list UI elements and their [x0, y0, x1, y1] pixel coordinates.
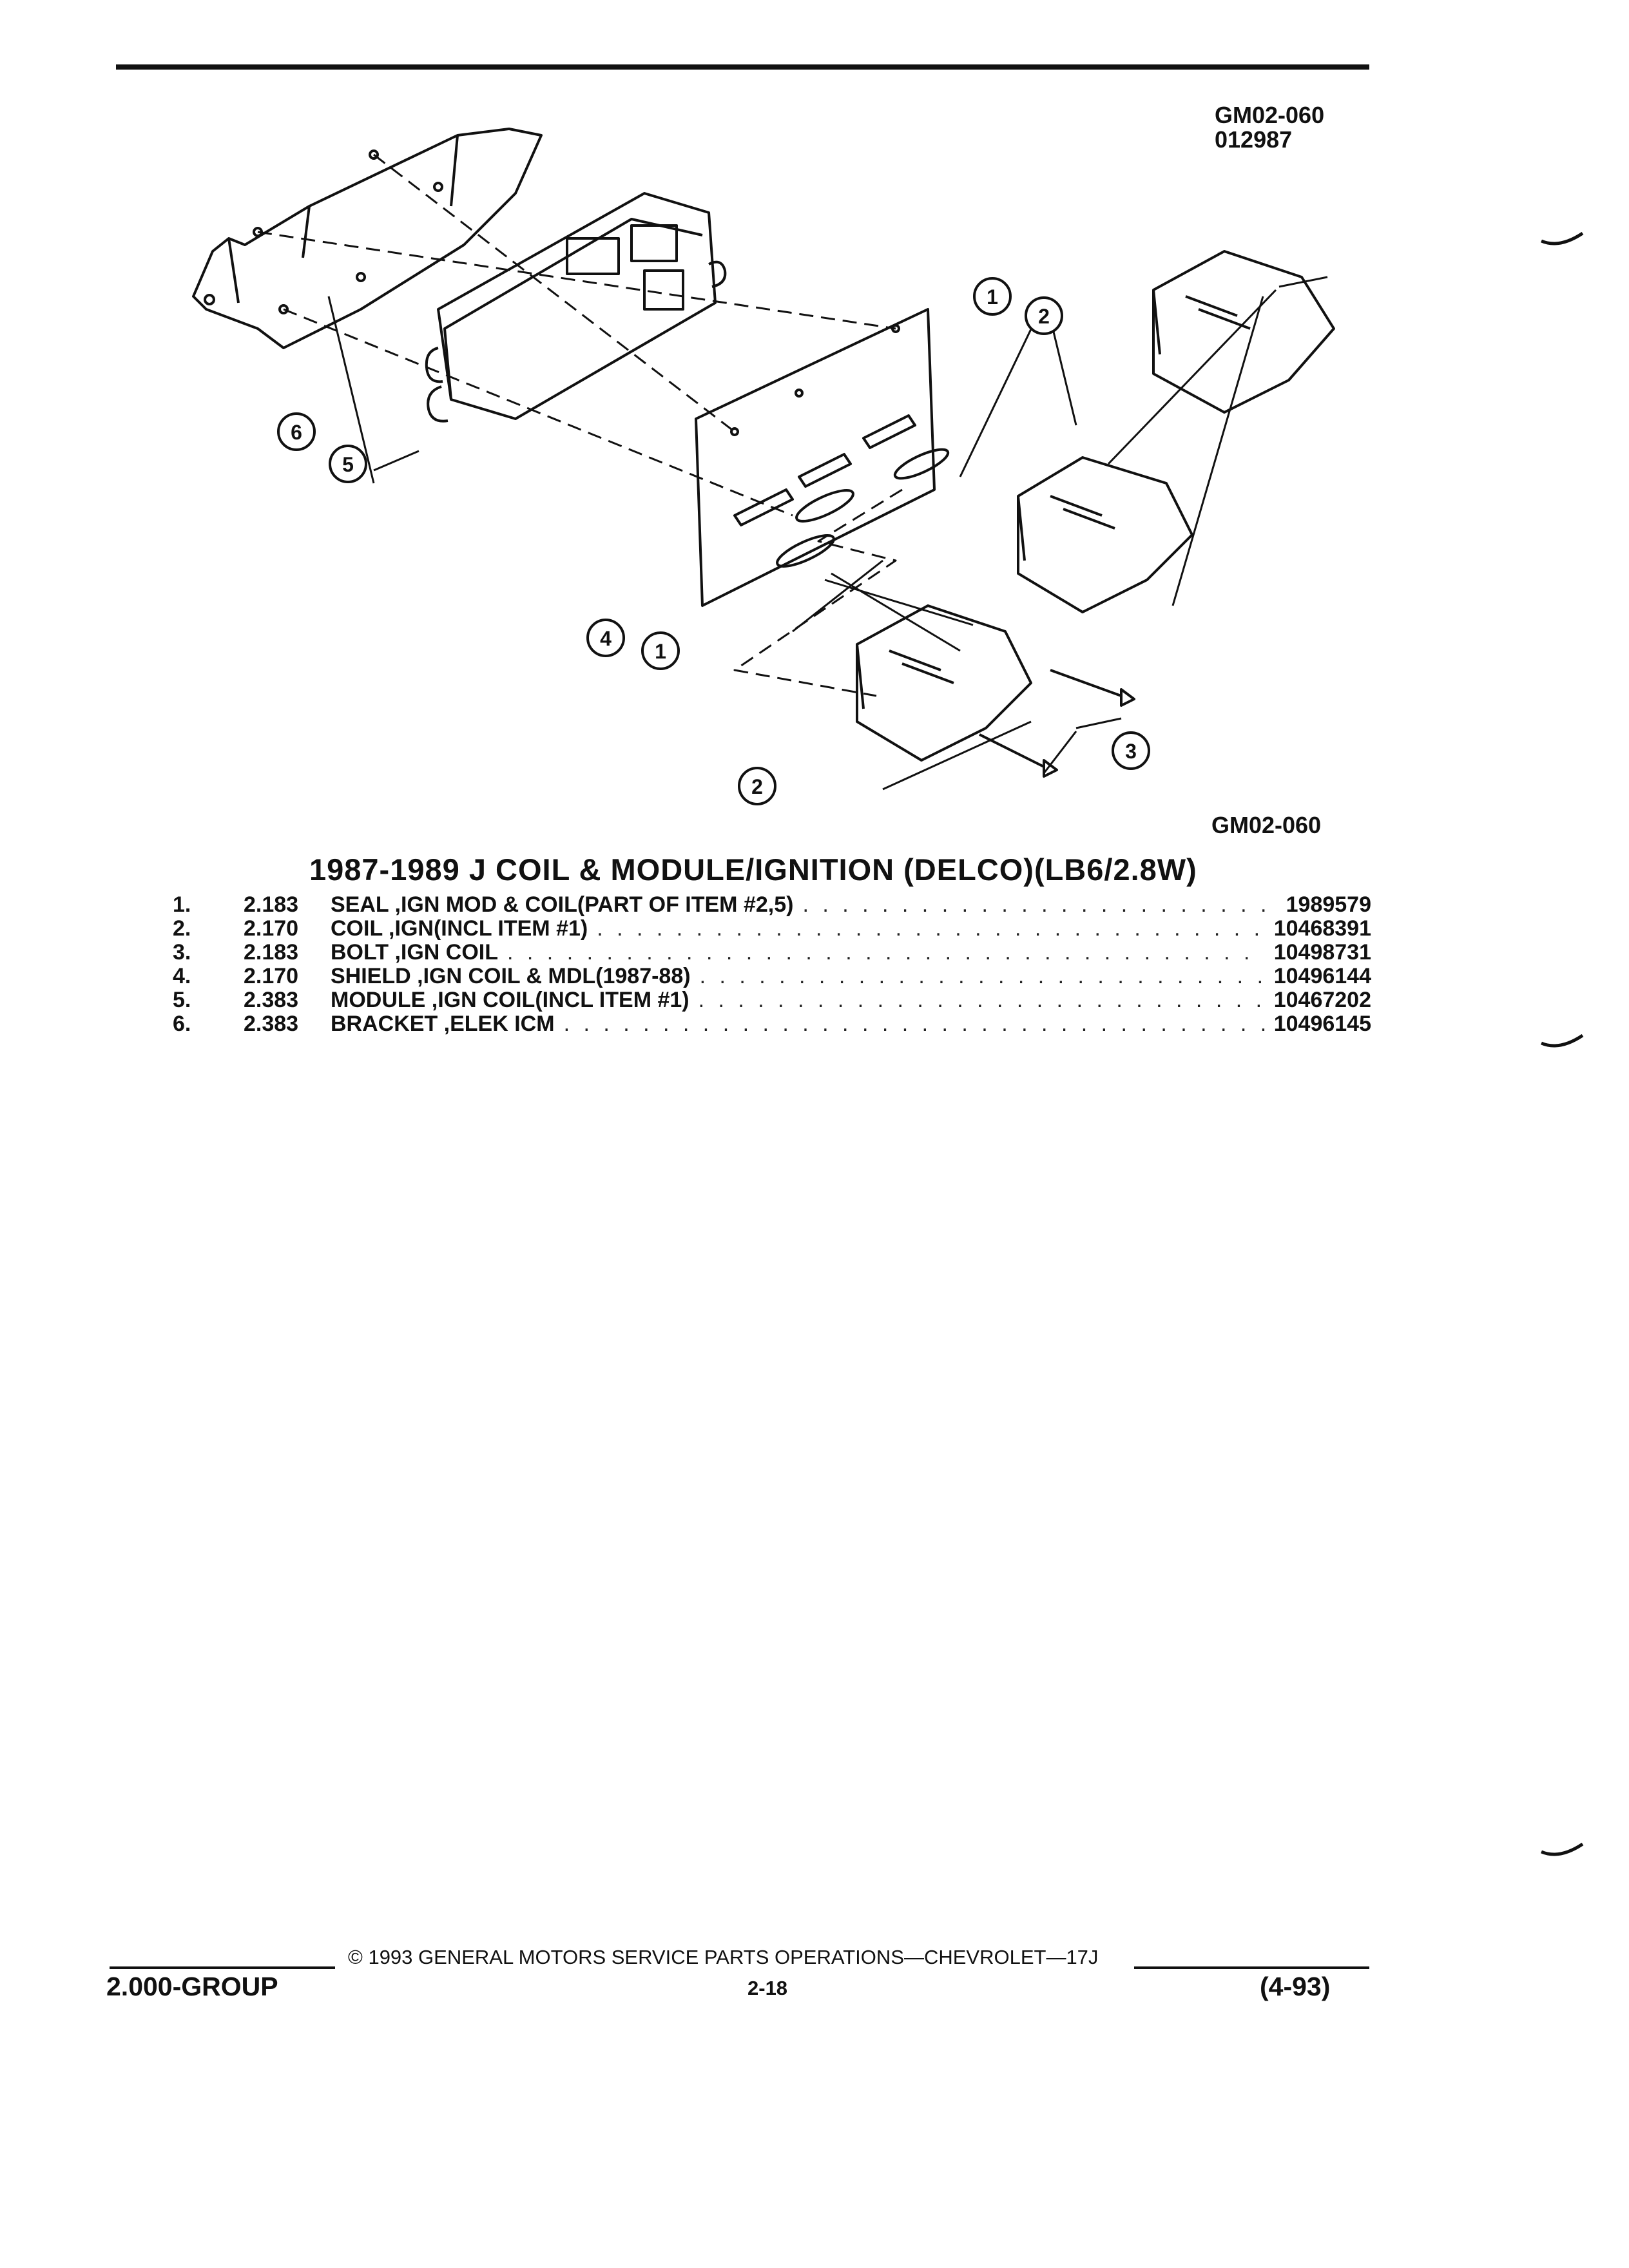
part-description: SEAL ,IGN MOD & COIL(PART OF ITEM #2,5) — [331, 892, 794, 917]
item-number: 5. — [173, 988, 191, 1012]
part-number: 10467202 — [1273, 988, 1371, 1012]
callout-3 — [1113, 733, 1149, 769]
parts-row — [173, 964, 1371, 988]
binder-hole-mark — [1540, 1843, 1585, 1862]
callout-label: 6 — [291, 421, 302, 444]
section-title: 1987-1989 J COIL & MODULE/IGNITION (DELCO)(LB6/2.8W) — [309, 852, 1197, 887]
parts-row — [173, 916, 1371, 940]
dot-leader — [597, 916, 1265, 941]
dot-leader — [699, 988, 1265, 1013]
figure-code: 012987 — [1215, 126, 1293, 153]
callout-label: 1 — [655, 640, 666, 663]
group-code: 2.183 — [244, 892, 299, 917]
callout-label: 3 — [1125, 740, 1137, 763]
part-description: SHIELD ,IGN COIL & MDL(1987-88) — [331, 964, 691, 988]
callout-2a — [1026, 298, 1062, 334]
group-label: 2.000-GROUP — [106, 1972, 278, 2001]
part-number: 1989579 — [1286, 892, 1371, 917]
part-number: 10468391 — [1273, 916, 1371, 941]
top-rule — [116, 64, 1369, 70]
parts-row — [173, 892, 1371, 916]
item-number: 2. — [173, 916, 191, 941]
dot-leader — [700, 964, 1265, 989]
item-number: 1. — [173, 892, 191, 917]
binder-hole-mark — [1540, 1034, 1585, 1053]
part-description: BOLT ,IGN COIL — [331, 940, 499, 965]
item-number: 6. — [173, 1012, 191, 1036]
item-number: 4. — [173, 964, 191, 988]
callout-label: 2 — [1038, 305, 1050, 328]
figure-id-bottom: GM02-060 — [1211, 812, 1322, 838]
callout-1b — [642, 633, 679, 669]
part-description: COIL ,IGN(INCL ITEM #1) — [331, 916, 588, 941]
copyright-line: © 1993 GENERAL MOTORS SERVICE PARTS OPERATIONS—CHEVROLET—17J — [348, 1946, 1099, 1968]
parts-list — [173, 892, 1371, 1035]
footer-rule-right — [1134, 1966, 1369, 1969]
part-number: 10498731 — [1273, 940, 1371, 965]
shield-part — [696, 309, 934, 606]
bracket-part — [193, 129, 541, 348]
group-code: 2.170 — [244, 916, 299, 941]
dot-leader — [564, 1012, 1265, 1037]
callout-4 — [588, 620, 624, 656]
group-code: 2.383 — [244, 1012, 299, 1036]
bolt-parts — [979, 670, 1134, 776]
parts-row — [173, 988, 1371, 1012]
callout-label: 2 — [751, 775, 763, 798]
footer-rule-left — [110, 1966, 335, 1969]
group-code: 2.383 — [244, 988, 299, 1012]
binder-hole-mark — [1540, 232, 1585, 251]
part-description: BRACKET ,ELEK ICM — [331, 1012, 555, 1036]
callout-5 — [330, 446, 366, 482]
callout-label: 1 — [987, 285, 998, 309]
callout-1a — [974, 278, 1010, 314]
callout-2b — [739, 768, 775, 804]
part-description: MODULE ,IGN COIL(INCL ITEM #1) — [331, 988, 689, 1012]
dot-leader — [802, 892, 1266, 918]
dot-leader — [507, 940, 1265, 965]
page-number: 2-18 — [747, 1977, 788, 1999]
parts-row — [173, 1012, 1371, 1035]
group-code: 2.170 — [244, 964, 299, 988]
exploded-diagram — [180, 116, 1353, 812]
callout-label: 5 — [342, 453, 354, 476]
parts-row — [173, 940, 1371, 964]
item-number: 3. — [173, 940, 191, 965]
part-number: 10496145 — [1273, 1012, 1371, 1036]
figure-id: GM02-060 — [1215, 102, 1325, 128]
callout-6 — [278, 414, 314, 450]
module-part — [427, 193, 726, 421]
callout-label: 4 — [600, 627, 612, 650]
group-code: 2.183 — [244, 940, 299, 965]
part-number: 10496144 — [1273, 964, 1371, 988]
revision-date: (4-93) — [1260, 1972, 1331, 2001]
